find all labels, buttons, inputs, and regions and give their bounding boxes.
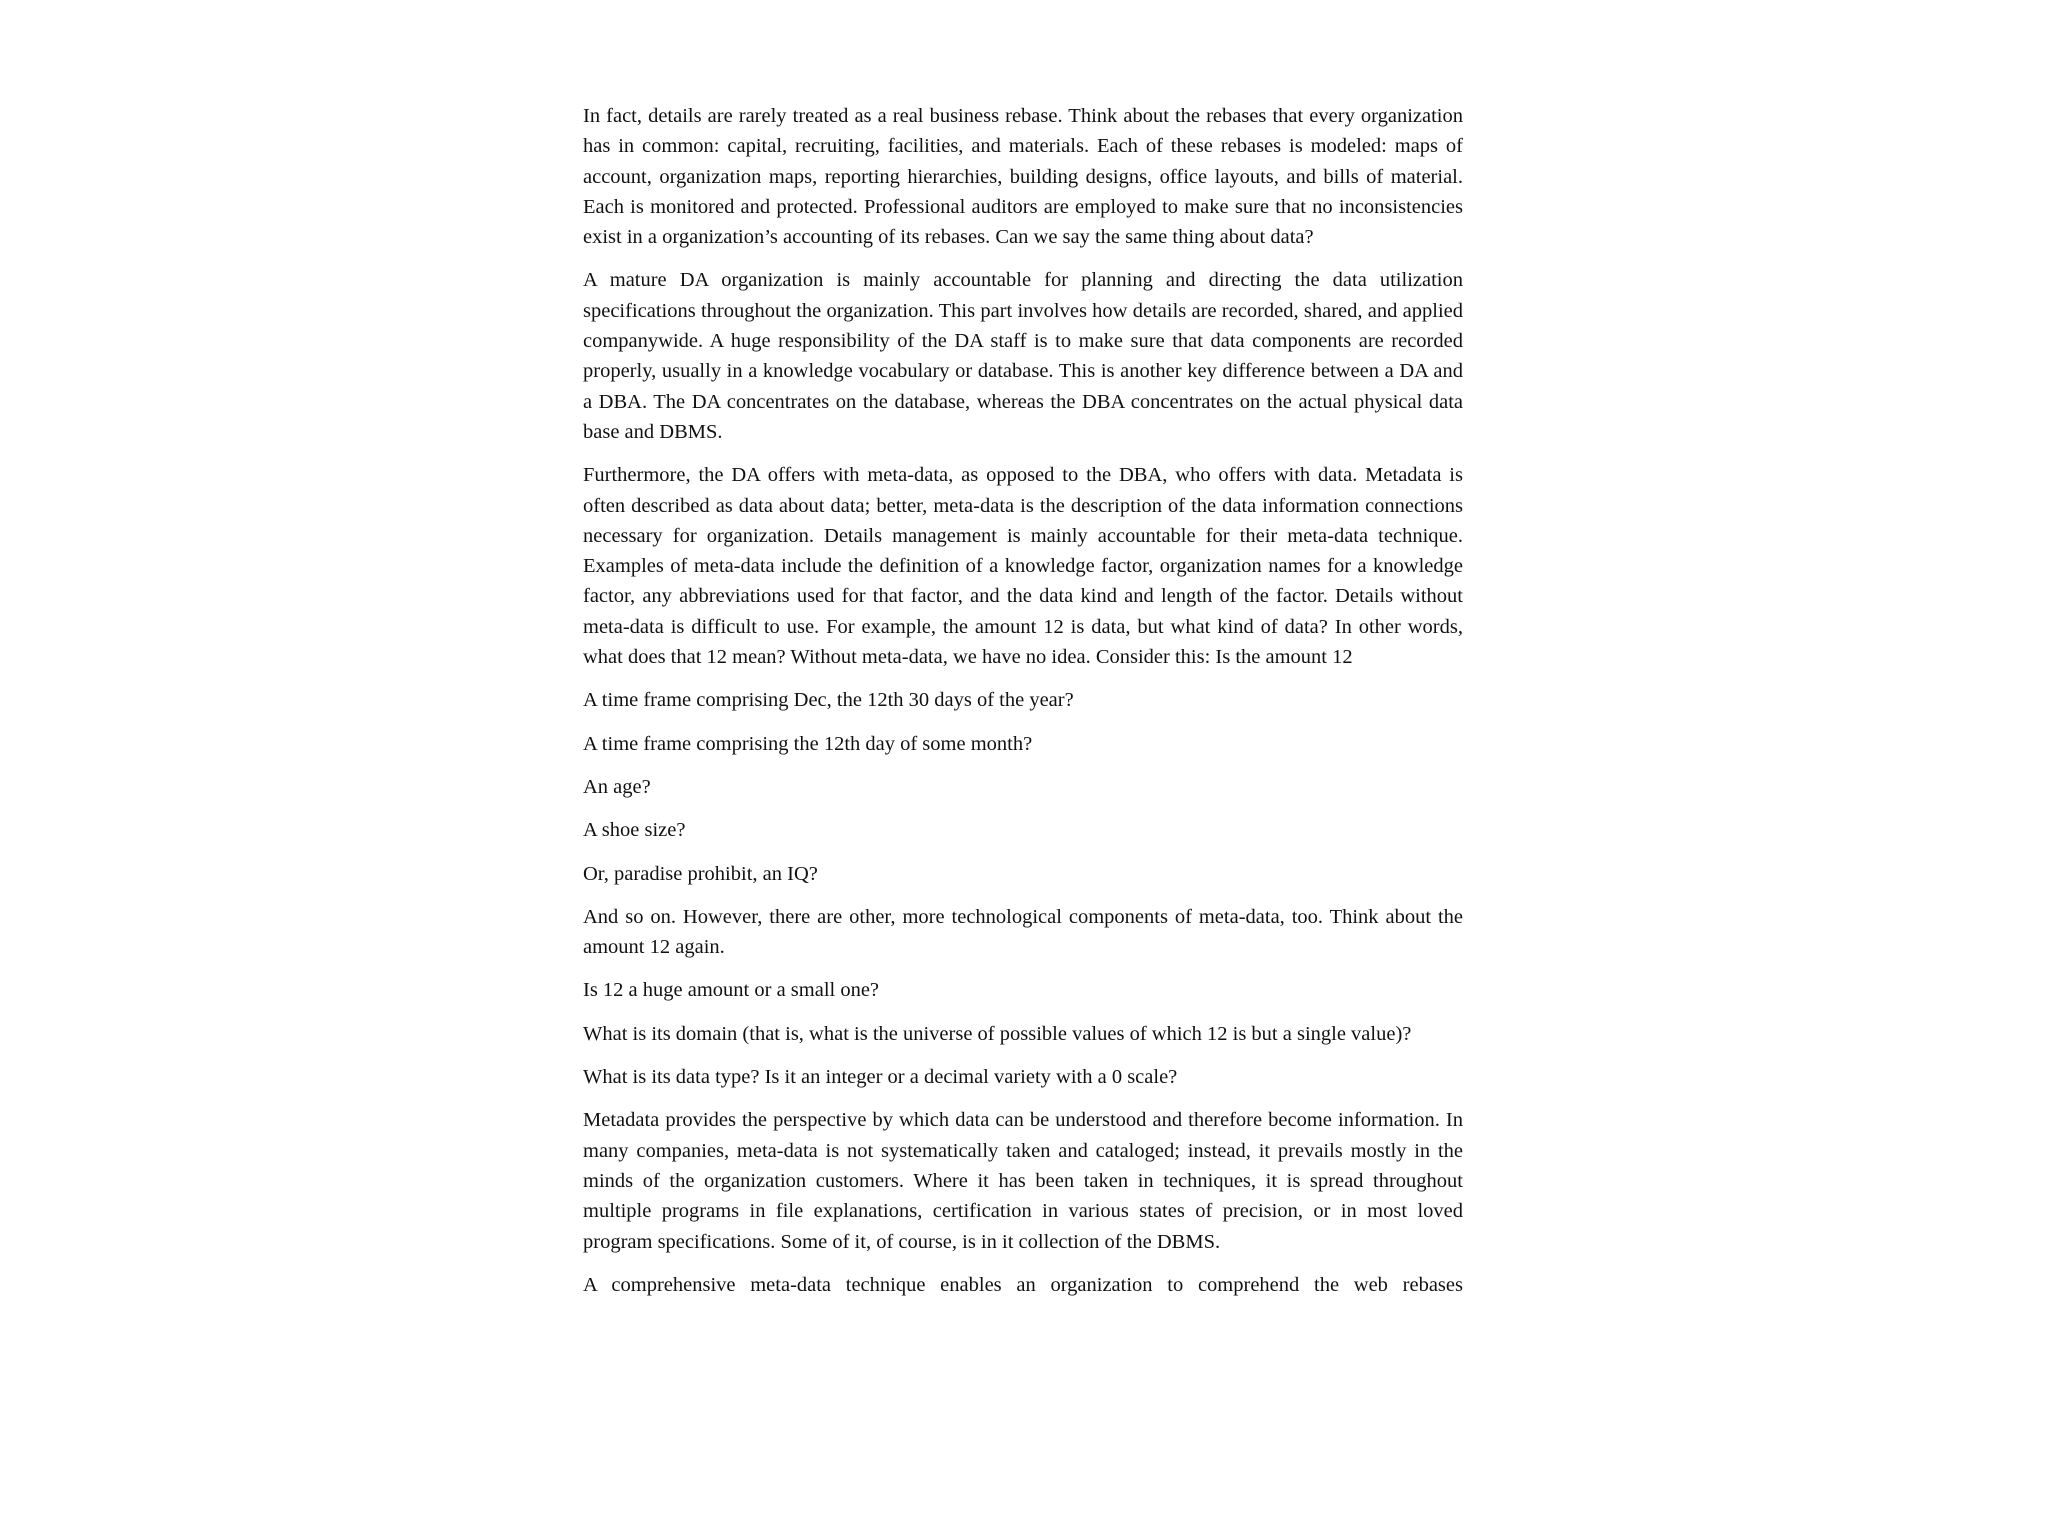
- paragraph-11: What is its domain (that is, what is the universe of possible values of which 12 is but a single value)?: [583, 1022, 1412, 1045]
- paragraph-1: In fact, details are rarely treated as a real business rebase. Think about the rebases that every organization has in common: capital, recruiting, facilities, and materials. Each of these rebases is modeled: maps of account, organization maps, reporting hierarchies, building designs, office layouts, and bills of material. Each is monitored and protected. Professional auditors are employed to make sure that no inconsistencies exist in a organization’s accounting of its rebases. Can we say the same thing about data?: [583, 105, 1463, 249]
- paragraph-10: Is 12 a huge amount or a small one?: [583, 979, 880, 1002]
- paragraph-14: A comprehensive meta-data technique enables an organization to comprehend the web rebases: [583, 1273, 1463, 1296]
- paragraph-4: A time frame comprising Dec, the 12th 30 days of the year?: [583, 689, 1074, 712]
- paragraph-6: An age?: [583, 775, 651, 798]
- paragraph-13: Metadata provides the perspective by which data can be understood and therefore become information. In many companies, meta-data is not systematically taken and cataloged; instead, it prevails mostly in the minds of the organization customers. Where it has been taken in techniques, it is spread throughout multiple programs in file explanations, certification in various states of precision, or in most loved program specifications. Some of it, of course, is in it collection of the DBMS.: [583, 1109, 1463, 1253]
- paragraph-5: A time frame comprising the 12th day of some month?: [583, 732, 1033, 755]
- paragraph-12: What is its data type? Is it an integer or a decimal variety with a 0 scale?: [583, 1066, 1178, 1089]
- paragraph-3: Furthermore, the DA offers with meta-data, as opposed to the DBA, who offers with data. Metadata is often described as data about data; better, meta-data is the description of the data information connections necessary for organization. Details management is mainly accountable for their meta-data technique. Examples of meta-data include the definition of a knowledge factor, organization names for a knowledge factor, any abbreviations used for that factor, and the data kind and length of the factor. Details without meta-data is difficult to use. For example, the amount 12 is data, but what kind of data? In other words, what does that 12 mean? Without meta-data, we have no idea. Consider this: Is the amount 12: [583, 464, 1463, 669]
- paragraph-2: A mature DA organization is mainly accountable for planning and directing the data utilization specifications throughout the organization. This part involves how details are recorded, shared, and applied companywide. A huge responsibility of the DA staff is to make sure that data components are recorded properly, usually in a knowledge vocabulary or database. This is another key difference between a DA and a DBA. The DA concentrates on the database, whereas the DBA concentrates on the actual physical data base and DBMS.: [583, 269, 1463, 443]
- body-text: [583, 101, 1463, 1313]
- paragraph-7: A shoe size?: [583, 819, 686, 842]
- paragraph-9: And so on. However, there are other, more technological components of meta-data, too. Think about the amount 12 again.: [583, 905, 1463, 959]
- paragraph-8: Or, paradise prohibit, an IQ?: [583, 862, 818, 885]
